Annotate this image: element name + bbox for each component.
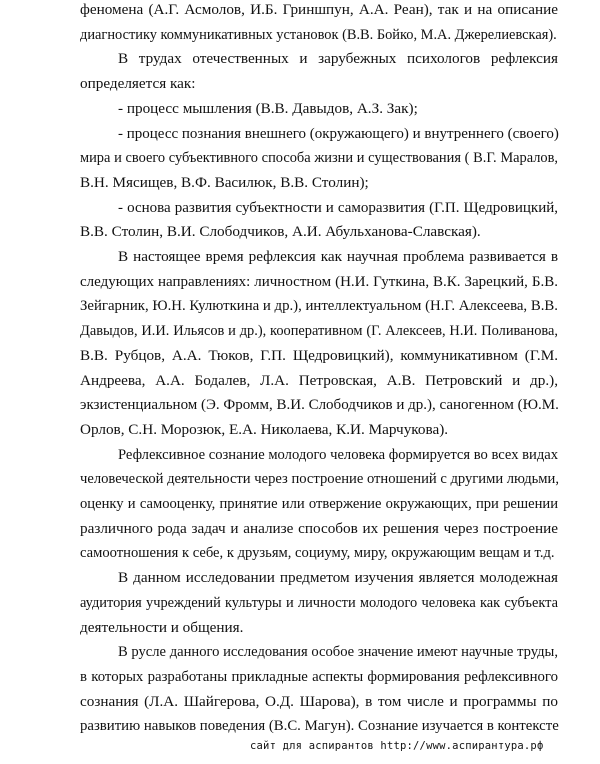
text-line: человеческой деятельности через построение отношений с другими людьми,: [80, 471, 559, 488]
text-line: Орлов, С.Н. Морозюк, Е.А. Николаева, К.И. Марчукова).: [80, 420, 449, 438]
text-line: Андреева, А.А. Бодалев, Л.А. Петровская, А.В. Петровский и др.),: [80, 371, 558, 389]
text-line: диагностику коммуникативных установок (В.В. Бойко, М.А. Джерелиевская).: [80, 26, 557, 43]
text-line: в которых разработаны прикладные аспекты формирования рефлексивного: [80, 668, 558, 685]
text-line: В русле данного исследования особое значение имеют научные труды,: [118, 644, 558, 661]
text-line: деятельности и общения.: [80, 618, 244, 636]
text-line: определяется как:: [80, 75, 196, 93]
text-line: - процесс познания внешнего (окружающего) и внутреннего (своего): [118, 125, 559, 142]
text-line: различного рода задач и анализе способов их решения через построение: [80, 519, 558, 537]
text-line: - процесс мышления (В.В. Давыдов, А.З. Зак);: [118, 99, 418, 117]
text-line: Давыдов, И.И. Ильясов и др.), кооперативном (Г. Алексеев, Н.И. Поливанова,: [80, 323, 558, 340]
text-line: В настоящее время рефлексия как научная проблема развивается в: [118, 248, 558, 265]
text-line: развитию навыков поведения (В.С. Магун). Сознание изучается в контексте: [80, 718, 559, 735]
text-line: экзистенциальном (Э. Фромм, В.И. Слободчиков и др.), саногенном (Ю.М.: [80, 397, 559, 414]
text-line: аудитория учреждений культуры и личности молодого человека как субъекта: [80, 594, 558, 611]
text-line: В.В. Столин, В.И. Слободчиков, А.И. Абульханова-Славская).: [80, 223, 481, 241]
text-line: Зейгарник, Ю.Н. Кулюткина и др.), интеллектуальном (Н.Г. Алексеева, В.В.: [80, 298, 558, 315]
text-line: сознания (Л.А. Шайгерова, О.Д. Шарова), в том числе и программы по: [80, 692, 558, 710]
text-line: В.Н. Мясищев, В.Ф. Василюк, В.В. Столин);: [80, 173, 369, 191]
text-line: мира и своего субъективного способа жизни и существования ( В.Г. Маралов,: [80, 150, 558, 167]
text-line: Рефлексивное сознание молодого человека формируется во всех видах: [118, 446, 559, 463]
text-line: В данном исследовании предметом изучения является молодежная: [118, 569, 558, 587]
text-line: В трудах отечественных и зарубежных психологов рефлексия: [118, 50, 558, 68]
text-line: следующих направлениях: личностном (Н.И. Гуткина, В.К. Зарецкий, Б.В.: [80, 273, 558, 290]
text-line: самоотношения к себе, к друзьям, социуму, миру, окружающим вещам и т.д.: [80, 545, 555, 562]
text-line: феномена (А.Г. Асмолов, И.Б. Гриншпун, А.А. Реан), так и на описание: [80, 1, 558, 18]
text-line: В.В. Рубцов, А.А. Тюков, Г.П. Щедровицкий), коммуникативном (Г.М.: [80, 346, 558, 364]
site-footer: сайт для аспирантов http://www.аспирантура.рф: [250, 740, 544, 752]
text-line: - основа развития субъектности и саморазвития (Г.П. Щедровицкий,: [118, 199, 558, 216]
text-line: оценку и самооценку, принятие или отвержение окружающих, при решении: [80, 496, 558, 512]
